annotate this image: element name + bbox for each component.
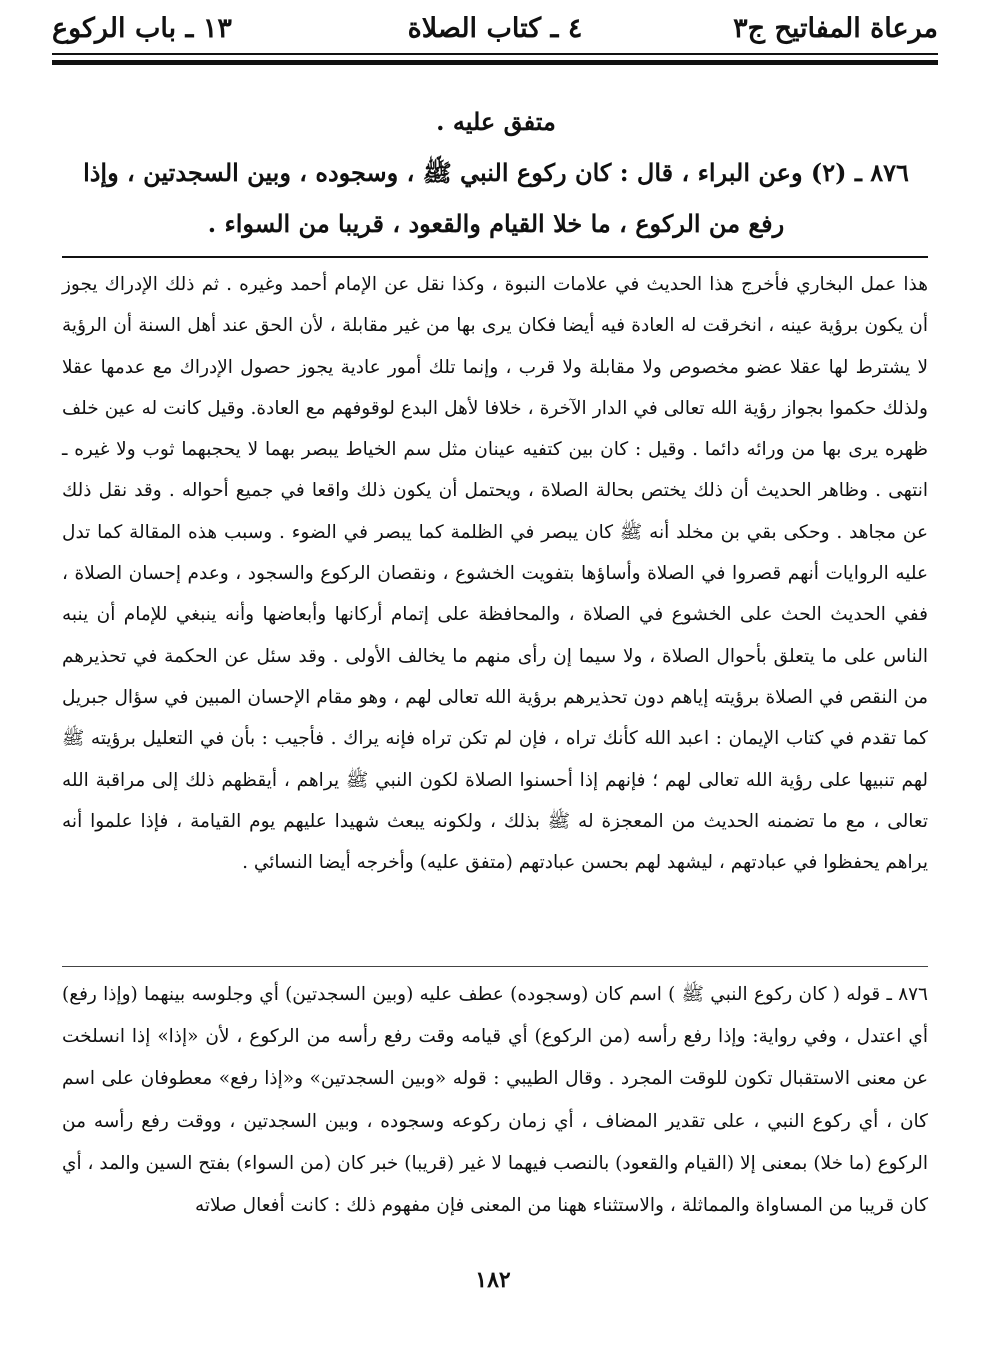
- commentary-block-2: [62, 974, 928, 1227]
- commentary-block: [62, 264, 928, 883]
- book-title: مرعاة المفاتيح ج٣: [733, 13, 938, 44]
- commentary-paragraph-2: ٨٧٦ ـ قوله ( كان ركوع النبي ﷺ ) اسم كان (وسجوده) عطف عليه (وبين السجدتين) أي وجلوسه بينهما (وإذا رفع) أي اعتدل ، وفي رواية: وإذا رفع رأسه (من الركوع) أي قيامه وقت رفع رأسه من الركوع ، لأن «إذا» إذا انسلخت عن معنى الاستقبال تكون للوقت المجرد . وقال الطيبي : قوله «وبين السجدتين» و«إذا رفع» معطوفان على اسم كان ، أي ركوع النبي ، على تقدير المضاف ، أي زمان ركوعه وسجوده ، وبين السجدتين ، ووقت رفع رأسه من الركوع (ما خلا) بمعنى إلا (القيام والقعود) بالنصب فيهما لا غير (قريبا) خبر كان (من السواء) بفتح السين والمد ، أي كان قريبا من المساواة والمماثلة ، والاستثناء ههنا من المعنى فإن مفهوم ذلك : كانت أفعال صلاته: [62, 984, 928, 1217]
- header-rule-thick: [52, 60, 938, 65]
- page-number: ١٨٢: [475, 1267, 511, 1293]
- commentary-separator-rule: [62, 966, 928, 967]
- agreed-upon-note: متفق عليه .: [436, 107, 556, 136]
- section-title: ٤ ـ كتاب الصلاة: [407, 13, 583, 44]
- header-rule-thin: [52, 53, 938, 55]
- hadith-block: [64, 96, 928, 249]
- chapter-title: ١٣ ـ باب الركوع: [52, 13, 232, 44]
- commentary-paragraph: هذا عمل البخاري فأخرج هذا الحديث في علامات النبوة ، وكذا نقل عن الإمام أحمد وغيره . ثم ذلك الإدراك يجوز أن يكون برؤية عينه ، انخرقت له العادة فيه أيضا فكان يرى بها من غير مقابلة ، لأن الحق عند أهل السنة أن الرؤية لا يشترط لها عقلا عضو مخصوص ولا مقابلة ولا قرب ، وإنما تلك أمور عادية يجوز حصول الإدراك مع عدمها عقلا ولذلك حكموا بجواز رؤية الله تعالى في الدار الآخرة ، خلافا لأهل البدع لوقوفهم مع العادة. وقيل كانت له عين خلف ظهره يرى بها من ورائه دائما . وقيل : كان بين كتفيه عينان مثل سم الخياط يبصر بهما لا يحجبهما ثوب ولا غيره ـ انتهى . وظاهر الحديث أن ذلك يختص بحالة الصلاة ، ويحتمل أن يكون ذلك واقعا في جميع أحواله . وقد نقل ذلك عن مجاهد . وحكى بقي بن مخلد أنه ﷺ كان يبصر في الظلمة كما يبصر في الضوء . وسبب هذه المقالة كما تدل عليه الروايات أنهم قصروا في الصلاة وأساؤها بتفويت الخشوع ، ونقصان الركوع والسجود ، وعدم إحسان الصلاة ، ففي الحديث الحث على الخشوع في الصلاة ، والمحافظة على إتمام أركانها وأبعاضها وأنه ينبغي للإمام أن ينبه الناس على ما يتعلق بأحوال الصلاة ، ولا سيما إن رأى منهم ما يخالف الأولى . وقد سئل عن الحكمة في تحذيرهم من النقص في الصلاة برؤيته إياهم دون تحذيرهم برؤية الله تعالى لهم ، وهو مقام الإحسان المبين في سؤال جبريل كما تقدم في كتاب الإيمان : اعبد الله كأنك تراه ، فإن لم تكن تراه فإنه يراك . فأجيب : بأن في التعليل برؤيته ﷺ لهم تنبيها على رؤية الله تعالى لهم ؛ فإنهم إذا أحسنوا الصلاة لكون النبي ﷺ يراهم ، أيقظهم ذلك إلى مراقبة الله تعالى ، مع ما تضمنه الحديث من المعجزة له ﷺ بذلك ، ولكونه يبعث شهيدا عليهم يوم القيامة ، فإذا علموا أنه يراهم يحفظوا في عبادتهم ، ليشهد لهم بحسن عبادتهم (متفق عليه) وأخرجه أيضا النسائي .: [62, 274, 928, 874]
- hadith-separator-rule: [62, 256, 928, 258]
- hadith-text: ٨٧٦ ـ (٢) وعن البراء ، قال : كان ركوع النبي ﷺ ، وسجوده ، وبين السجدتين ، وإذا رفع من الركوع ، ما خلا القيام والقعود ، قريبا من السواء .: [83, 158, 909, 238]
